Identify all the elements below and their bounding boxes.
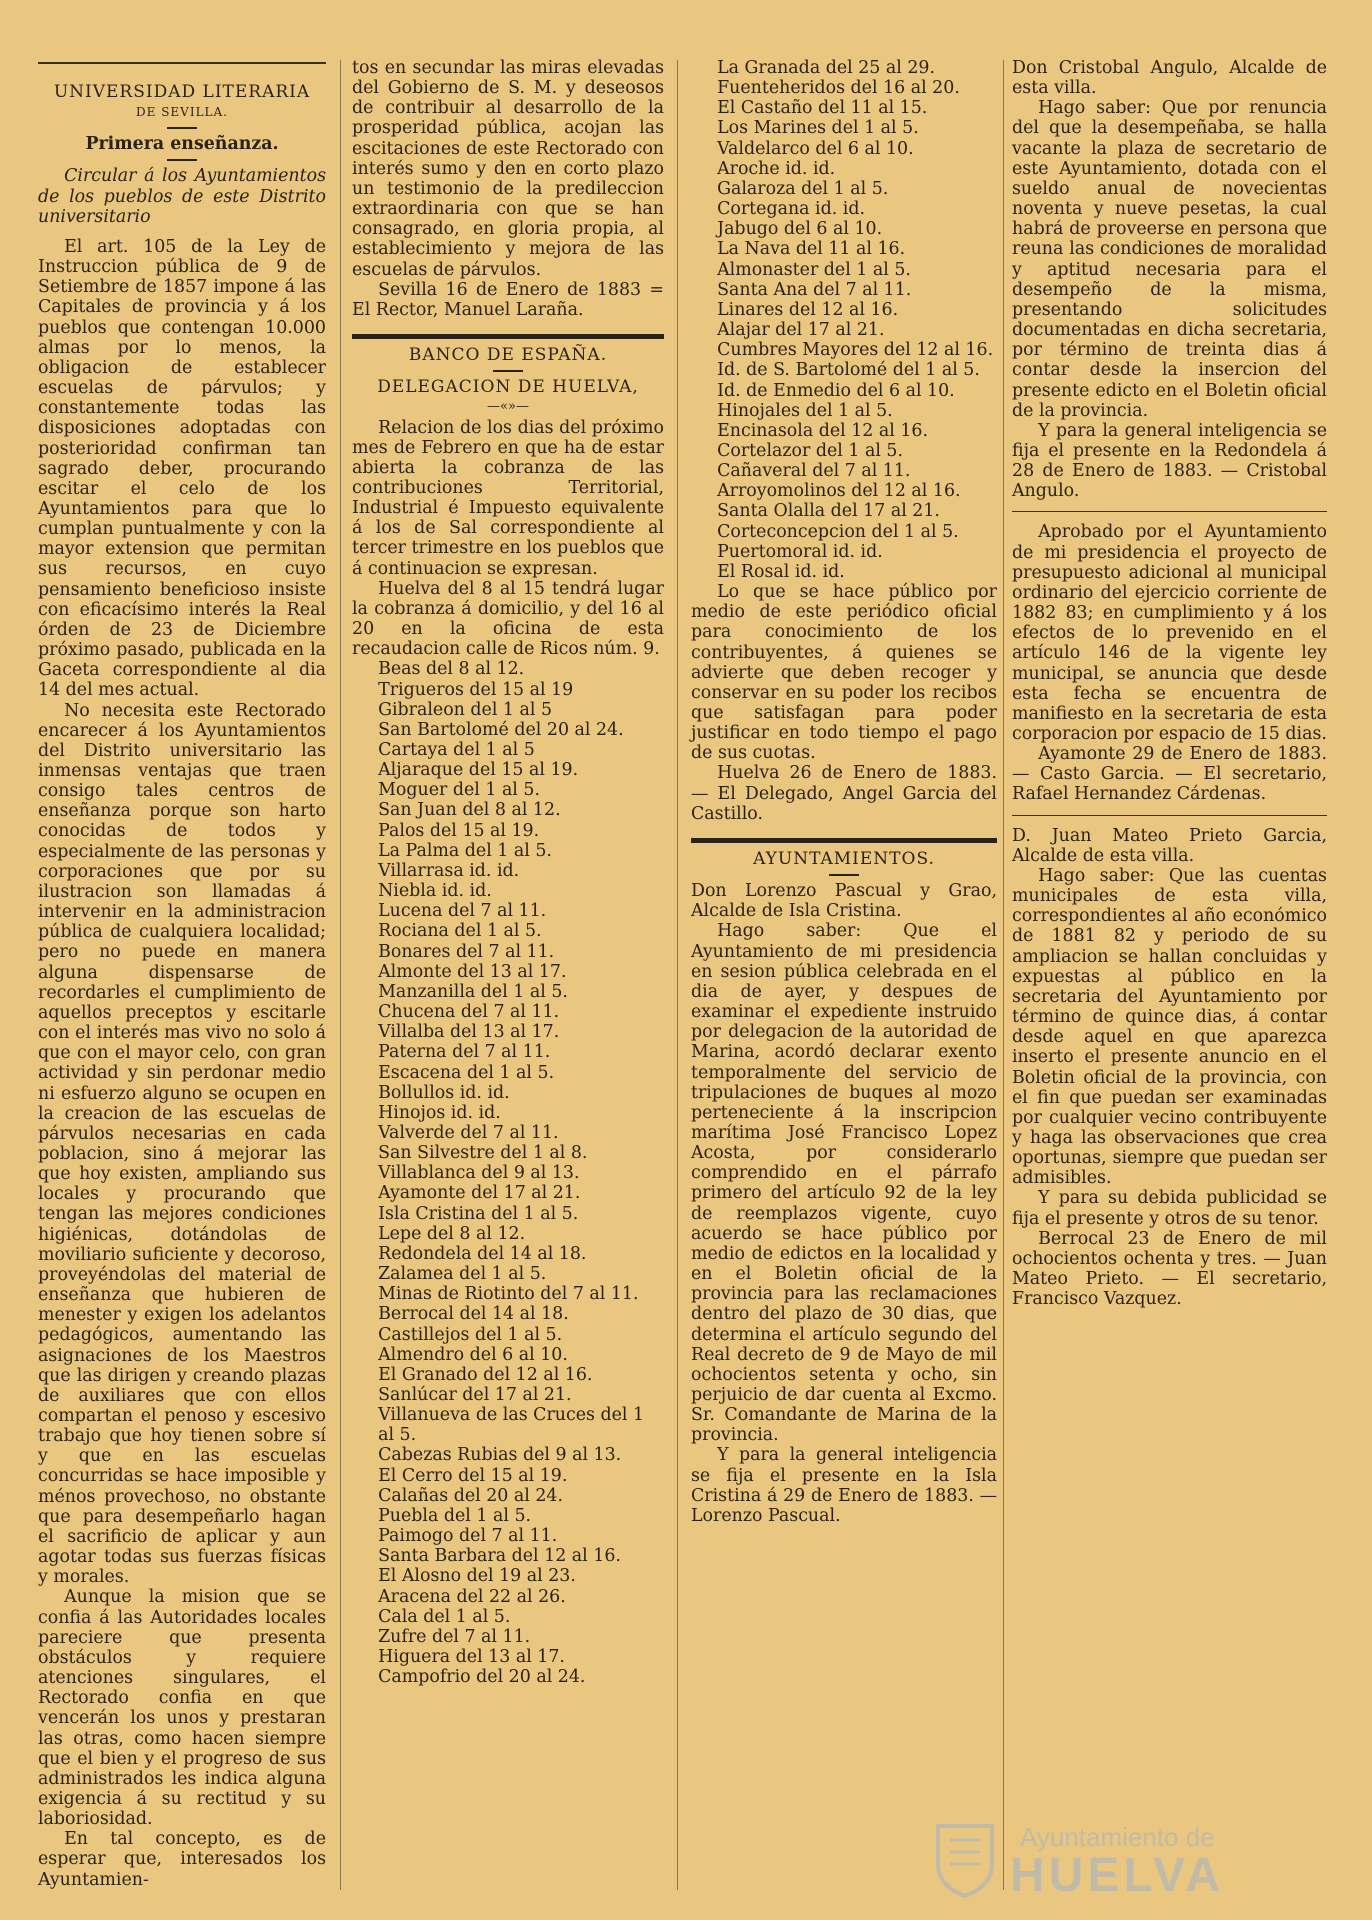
paragraph: Y para la general inteligencia se fija el presente en la Redondela á 28 de Enero de 1883. — Cristobal Angulo. bbox=[1012, 420, 1327, 502]
paragraph: Aunque la mision que se confia á las Autoridades locales pareciere que presenta obstáculos y requiere atenciones singulares, el Rectorado confia en que vencerán los unos y prestaran las otras, como hacen siempre que el bien y el progreso de sus administrados les indica alguna exigencia á su rectitud y su laboriosidad. bbox=[38, 1587, 326, 1830]
mayor-heading: D. Juan Mateo Prieto Garcia, Alcalde de esta villa. bbox=[1012, 825, 1327, 866]
town-entry: Zufre del 7 al 11. bbox=[378, 1626, 531, 1647]
town-entry: Galaroza del 1 al 5. bbox=[717, 178, 889, 199]
divider bbox=[1012, 815, 1327, 816]
town-entry: Fuenteheridos del 16 al 20. bbox=[717, 78, 960, 99]
town-entry: Valverde del 7 al 11. bbox=[378, 1122, 559, 1143]
town-entry: Villablanca del 9 al 13. bbox=[378, 1163, 580, 1184]
column-rule bbox=[1003, 60, 1004, 1890]
paragraph: El art. 105 de la Ley de Instruccion pública de 9 de Setiembre de 1857 impone á las Capitales de provincia y á los pueblos que contengan 10.000 almas por lo menos, la obligacion de establecer escuelas de párvulos; y constantemente todas las disposiciones adoptadas con posterioridad confirman tan sagrado deber, procurando escitar el celo de los Ayuntamientos para que lo cumplan puntualmente y con la mayor extension que permitan sus recursos, en cuyo pensamiento beneficioso insiste con eficacísimo interés la Real órden de 23 de Diciembre próximo pasado, publicada en la Gaceta correspondiente al dia 14 del mes actual. bbox=[38, 236, 326, 701]
paragraph: Hago saber: Que por renuncia del que la desempeñaba, se halla vacante la plaza de secretario de este Ayuntamiento, dotada con el sueldo anual de novecientas noventa y nueve pesetas, la cual habrá de proveerse en persona que reuna las condiciones de moralidad y aptitud necesaria para el desempeño de la misma, presentando solicitudes documentadas en dicha secretaria, por término de treinta dias á contar desde la insercion del presente edicto en el Boletin oficial de la provincia. bbox=[1012, 98, 1327, 421]
town-entry: Minas de Riotinto del 7 al 11. bbox=[378, 1284, 639, 1305]
watermark-line-2: HUELVA bbox=[1010, 1849, 1225, 1902]
town-entry: La Nava del 11 al 16. bbox=[717, 239, 906, 260]
column-rule bbox=[340, 60, 341, 1890]
town-entry: Lepe del 8 al 12. bbox=[378, 1223, 526, 1244]
paragraph: Y para la general inteligencia se fija el presente en la Isla Cristina á 29 de Enero de 1883. — Lorenzo Pascual. bbox=[691, 1445, 997, 1526]
town-entry: Santa Ana del 7 al 11. bbox=[717, 279, 912, 300]
town-entry: Chucena del 7 al 11. bbox=[378, 1002, 560, 1023]
town-entry: Campofrio del 20 al 24. bbox=[378, 1667, 586, 1688]
town-entry: Ayamonte del 17 al 21. bbox=[378, 1183, 581, 1204]
signature: Sevilla 16 de Enero de 1883 = El Rector, Manuel Laraña. bbox=[352, 279, 664, 320]
town-entry: Santa Olalla del 17 al 21. bbox=[717, 501, 940, 522]
town-entry: Puertomoral id. id. bbox=[717, 541, 883, 562]
town-entry: Calañas del 20 al 24. bbox=[378, 1485, 564, 1506]
signature: Huelva 26 de Enero de 1883. — El Delegado, Angel Garcia del Castillo. bbox=[691, 763, 997, 824]
town-entry: Rociana del 1 al 5. bbox=[378, 921, 542, 942]
town-entry: El Castaño del 11 al 15. bbox=[717, 98, 928, 119]
town-entry: Almonaster del 1 al 5. bbox=[717, 259, 911, 280]
ornament: —«»— bbox=[487, 399, 529, 415]
watermark-line-1: Ayuntamiento de bbox=[1020, 1822, 1215, 1852]
section-heading: AYUNTAMIENTOS. bbox=[753, 848, 935, 869]
paragraph: Hago saber: Que las cuentas municipales de esta villa, correspondientes al año económico de 1881 82 y periodo de su ampliacion se hallan concluidas y expuestas al público en la secretaria del Ayuntamiento por término de quince dias, á contar desde aquel en que aparezca inserto el presente anuncio en el Boletin oficial de la provincia, con el fin que puedan ser examinadas por cualquier vecino contribuyente y haga las observaciones que crea oportunas, siempre que puedan ser admisibles. bbox=[1012, 865, 1327, 1189]
town-entry: Beas del 8 al 12. bbox=[378, 659, 525, 680]
town-entry: Los Marines del 1 al 5. bbox=[717, 118, 919, 139]
town-entry: El Granado del 12 al 16. bbox=[378, 1364, 593, 1385]
town-entry: El Cerro del 15 al 19. bbox=[378, 1465, 568, 1486]
column-2 bbox=[352, 58, 664, 1687]
paragraph: tos en secundar las miras elevadas del Gobierno de S. M. y deseosos de contribuir al desarrollo de la prosperidad pública, acojan las escitaciones de este Rectorado con interés sumo y den en corto plazo un testimonio de la predileccion extraordinaria con que se han consagrado, en gloria propia, al establecimiento y mejora de las escuelas de párvulos. bbox=[352, 58, 664, 280]
divider bbox=[829, 874, 859, 876]
town-entry: La Palma del 1 al 5. bbox=[378, 840, 552, 861]
town-entry: Cortegana id. id. bbox=[717, 199, 866, 220]
town-entry: Jabugo del 6 al 10. bbox=[717, 219, 883, 240]
divider bbox=[1012, 511, 1327, 512]
paragraph: En tal concepto, es de esperar que, interesados los Ayuntamien- bbox=[38, 1829, 326, 1890]
town-entry: Villalba del 13 al 17. bbox=[378, 1022, 560, 1043]
town-entry: Cala del 1 al 5. bbox=[378, 1606, 511, 1627]
town-entry: Encinasola del 12 al 16. bbox=[717, 420, 928, 441]
archive-watermark bbox=[930, 1820, 1330, 1900]
town-entry: Aljaraque del 15 al 19. bbox=[378, 760, 579, 781]
divider bbox=[167, 127, 197, 129]
section-heading: BANCO DE ESPAÑA. bbox=[408, 345, 608, 366]
town-entry: Hinojos id. id. bbox=[378, 1102, 501, 1123]
town-entry: Paterna del 7 al 11. bbox=[378, 1042, 551, 1063]
town-entry: Bonares del 7 al 11. bbox=[378, 941, 555, 962]
town-entry: Lucena del 7 al 11. bbox=[378, 901, 547, 922]
divider bbox=[493, 370, 523, 372]
town-entry: Palos del 15 al 19. bbox=[378, 820, 540, 841]
town-entry: San Bartolomé del 20 al 24. bbox=[378, 719, 624, 740]
town-entry: Redondela del 14 al 18. bbox=[378, 1243, 587, 1264]
town-entry: Santa Barbara del 12 al 16. bbox=[378, 1546, 621, 1567]
town-entry: La Granada del 25 al 29. bbox=[717, 58, 935, 78]
town-entry: Linares del 12 al 16. bbox=[717, 299, 899, 320]
town-entry: Cartaya del 1 al 5 bbox=[378, 740, 535, 760]
town-entry: Castillejos del 1 al 5. bbox=[378, 1324, 563, 1345]
divider bbox=[352, 334, 664, 339]
divider bbox=[691, 838, 997, 843]
town-entry: Zalamea del 1 al 5. bbox=[378, 1264, 547, 1285]
paragraph: Aprobado por el Ayuntamiento de mi presidencia el proyecto de presupuesto adicional al municipal ordinario del ejercicio corriente de 1882 83; en cumplimiento y á los efectos de lo prevenido en el artículo 146 de la vigente ley municipal, se anuncia que desde esta fecha se encuentra de manifiesto en la secretaria de esta corporacion por espacio de 15 dias. bbox=[1012, 522, 1327, 744]
paragraph: Relacion de los dias del próximo mes de Febrero en que ha de estar abierta la cobranza de las contribuciones Territorial, Industrial é Impuesto equivalente á los de Sal correspondiente al tercer trimestre en los pueblos que á continuacion se expresan. bbox=[352, 417, 664, 579]
town-entry: Aroche id. id. bbox=[717, 158, 836, 179]
section-heading: Primera enseñanza. bbox=[85, 134, 279, 155]
paragraph: Hago saber: Que el Ayuntamiento de mi presidencia en sesion pública celebrada en el dia de ayer, y despues de examinar el expediente instruido por delegacion de la autoridad de Marina, acordó declarar exento temporalmente del servicio de tripulaciones de buques al mozo perteneciente á la inscripcion marítima José Francisco Lopez Acosta, por considerarlo comprendido en el párrafo primero del artículo 92 de la ley de reemplazos vigente, cuyo acuerdo se hace público por medio de edictos en la localidad y en el Boletin oficial de la provincia para las reclamaciones dentro del plazo de 30 dias, que determina el artículo segundo del Real decreto de 9 de Mayo de mil ochocientos setenta y ocho, sin perjuicio de dar cuenta al Excmo. Sr. Comandante de Marina de la provincia. bbox=[691, 921, 997, 1446]
paragraph: Huelva del 8 al 15 tendrá lugar la cobranza á domicilio, y del 16 al 20 en la oficina de esta recaudacion calle de Ricos núm. 9. bbox=[352, 578, 664, 660]
town-entry: Moguer del 1 al 5. bbox=[378, 780, 540, 801]
paragraph: No necesita este Rectorado encarecer á los Ayuntamientos del Distrito universitario las inmensas ventajas que traen consigo tales centros de enseñanza porque son harto conocidas de todos y especialmente de las personas y corporaciones que por su ilustracion son llamadas á intervenir en la administracion pública de cualquiera localidad; pero no puede en manera alguna dispensarse de recordarles el cumplimiento de aquellos preceptos y escitarle con el interés mas vivo no solo á que con el mayor celo, con gran actividad y sin perdonar medio ni esfuerzo alguno se ocupen en la creacion de las escuelas de párvulos necesarias en cada poblacion, sino á mejorar las que hoy existen, ampliando sus locales y procurando que tengan las mejores condiciones higiénicas, dotándolas de moviliario suficiente y decoroso, proveyéndolas del material de enseñanza que hubieren de menester y exigen los adelantos pedagógicos, aumentando las asignaciones de los Maestros que las dirigen y creando plazas de auxiliares que con ellos compartan el penoso y escesivo trabajo que hoy tienen sobre sí y que en las escuelas concurridas se hace imposible y ménos provechoso, no obstante que para desempeñarlo hagan el sacrificio de aplicar y aun agotar todas sus fuerzas físicas y morales. bbox=[38, 700, 326, 1588]
divider bbox=[167, 159, 197, 161]
column-1 bbox=[38, 62, 326, 1890]
town-entry: Niebla id. id. bbox=[378, 881, 492, 902]
town-entry: Berrocal del 14 al 18. bbox=[378, 1304, 569, 1325]
column-rule bbox=[677, 60, 678, 1890]
column-4 bbox=[1012, 58, 1327, 1309]
signature: Ayamonte 29 de Enero de 1883. — Casto Garcia. — El secretario, Rafael Hernandez Cárdenas. bbox=[1012, 744, 1327, 805]
town-entry: Puebla del 1 al 5. bbox=[378, 1505, 532, 1526]
town-entry: Arroyomolinos del 12 al 16. bbox=[717, 481, 961, 502]
town-entry: Isla Cristina del 1 al 5. bbox=[378, 1203, 579, 1224]
town-entry: San Juan del 8 al 12. bbox=[378, 800, 561, 821]
circular-title: Circular á los Ayuntamientos de los pueblos de este Distrito universitario bbox=[38, 166, 326, 227]
town-entry: Alajar del 17 al 21. bbox=[717, 320, 885, 341]
mayor-heading: Don Lorenzo Pascual y Grao, Alcalde de Isla Cristina. bbox=[691, 881, 997, 922]
town-entry: Almonte del 13 al 17. bbox=[378, 961, 567, 982]
paragraph: Y para su debida publicidad se fija el presente y otros de su tenor. bbox=[1012, 1188, 1327, 1229]
town-entry: Higuera del 13 al 17. bbox=[378, 1647, 565, 1668]
town-entry: San Silvestre del 1 al 8. bbox=[378, 1143, 588, 1164]
town-entry: Valdelarco del 6 al 10. bbox=[717, 138, 914, 159]
town-entry: Cabezas Rubias del 9 al 13. bbox=[378, 1445, 622, 1466]
section-subheading: DELEGACION DE HUELVA, bbox=[377, 377, 639, 398]
masthead-subtitle: DE SEVILLA. bbox=[136, 105, 228, 120]
town-entry: Id. de Enmedio del 6 al 10. bbox=[717, 380, 955, 401]
town-entry: Cortelazor del 1 al 5. bbox=[717, 440, 904, 461]
town-list bbox=[691, 58, 997, 582]
town-entry: Escacena del 1 al 5. bbox=[378, 1062, 555, 1083]
column-3 bbox=[691, 58, 997, 1526]
town-entry: Id. de S. Bartolomé del 1 al 5. bbox=[717, 360, 980, 381]
town-entry: Aracena del 22 al 26. bbox=[378, 1586, 566, 1607]
signature: Berrocal 23 de Enero de mil ochocientos ochenta y tres. — Juan Mateo Prieto. — El secretario, Francisco Vazquez. bbox=[1012, 1228, 1327, 1310]
town-entry: Cañaveral del 7 al 11. bbox=[717, 461, 911, 482]
mayor-heading: Don Cristobal Angulo, Alcalde de esta villa. bbox=[1012, 58, 1327, 99]
shield-icon bbox=[930, 1820, 1000, 1900]
town-entry: El Alosno del 19 al 23. bbox=[378, 1566, 576, 1587]
town-entry: Bollullos id. id. bbox=[378, 1082, 510, 1103]
town-entry: Almendro del 6 al 10. bbox=[378, 1344, 568, 1365]
town-entry: Sanlúcar del 17 al 21. bbox=[378, 1385, 572, 1405]
town-entry: Villarrasa id. id. bbox=[378, 860, 520, 881]
town-entry: El Rosal id. id. bbox=[717, 561, 845, 582]
masthead-title: UNIVERSIDAD LITERARIA bbox=[53, 82, 311, 102]
town-entry: Trigueros del 15 al 19 bbox=[378, 679, 574, 700]
town-entry: Hinojales del 1 al 5. bbox=[717, 400, 893, 421]
paragraph: Lo que se hace público por medio de este periódico oficial para conocimiento de los contribuyentes, á quienes se advierte que deben recoger y conservar en su poder los recibos que satisfagan para poder justificar en todo tiempo el pago de sus cuotas. bbox=[691, 582, 997, 764]
town-entry: Manzanilla del 1 al 5. bbox=[378, 981, 568, 1002]
town-entry: Gibraleon del 1 al 5 bbox=[378, 699, 553, 720]
town-entry: Corteconcepcion del 1 al 5. bbox=[717, 521, 959, 542]
town-entry: Villanueva de las Cruces del 1 al 5. bbox=[378, 1405, 645, 1446]
town-list bbox=[352, 659, 664, 1687]
town-entry: Paimogo del 7 al 11. bbox=[378, 1526, 558, 1547]
town-entry: Cumbres Mayores del 12 al 16. bbox=[717, 340, 994, 361]
